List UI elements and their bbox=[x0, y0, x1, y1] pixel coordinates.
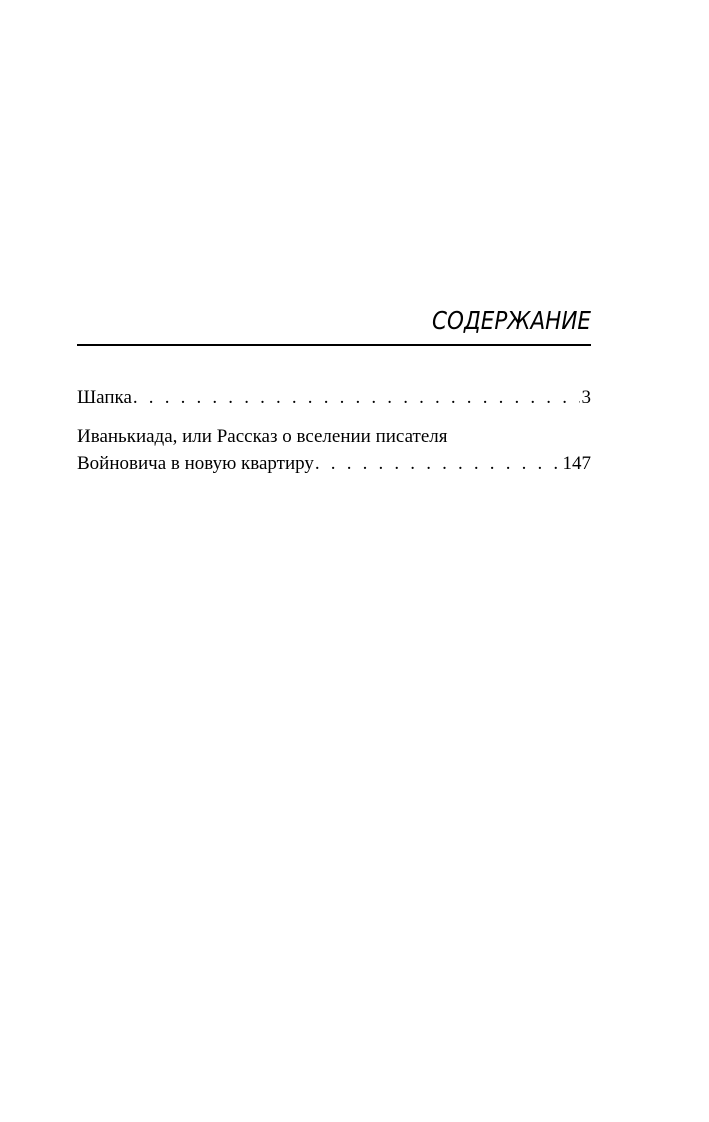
dot-leader bbox=[133, 384, 580, 411]
toc-entry-line bbox=[77, 450, 591, 477]
toc-title: СОДЕРЖАНИЕ bbox=[432, 306, 591, 335]
title-divider bbox=[77, 344, 591, 346]
toc-entry-line bbox=[77, 384, 591, 411]
toc-entry-ivankiada[interactable] bbox=[77, 423, 591, 477]
toc-list bbox=[77, 384, 591, 477]
toc-entry-title: Шапка bbox=[77, 387, 132, 408]
toc-entry-title-line-2: Войновича в новую квартиру bbox=[77, 453, 314, 474]
dot-leader bbox=[315, 450, 561, 477]
toc-entry-page-number: 147 bbox=[562, 453, 591, 474]
toc-entry-title-line-1: Иванькиада, или Рассказ о вселении писателя bbox=[77, 426, 448, 447]
toc-entry-page-number: 3 bbox=[581, 387, 591, 408]
toc-entry-shapka[interactable] bbox=[77, 384, 591, 411]
